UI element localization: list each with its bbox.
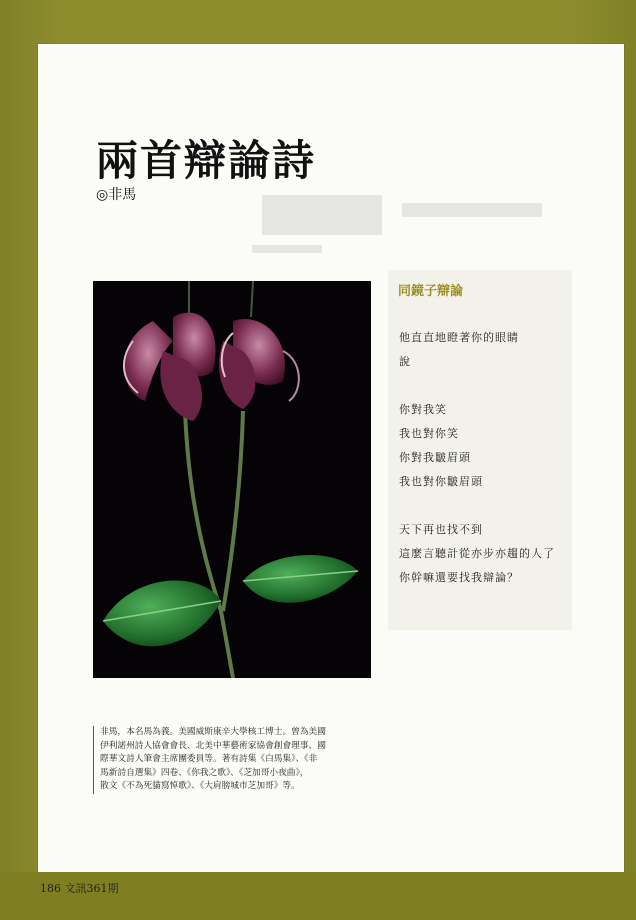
bio-line: 非馬，本名馬為義。美國威斯康辛大學核工博士。曾為美國 bbox=[100, 727, 326, 737]
bio-line: 際華文詩人筆會主席團委員等。著有詩集《白馬集》、《非 bbox=[100, 754, 318, 764]
poem-title: 同鏡子辯論 bbox=[398, 284, 464, 299]
flower-photo bbox=[93, 281, 371, 678]
page-number: 186 文訊361期 bbox=[40, 882, 119, 895]
show-through-ghost-text bbox=[252, 185, 552, 275]
poem-line: 你對我笑 bbox=[399, 403, 447, 416]
poem-line: 說 bbox=[399, 355, 411, 368]
bio-line: 散文《不為死貓寫悼歌》、《大肩膀城市芝加哥》等。 bbox=[100, 781, 300, 791]
poem-line: 這麼言聽計從亦步亦趨的人了 bbox=[399, 547, 555, 560]
bio-line: 伊利諾州詩人協會會長、北美中華藝術家協會創會理事、國 bbox=[100, 740, 326, 751]
poem-line: 他直直地瞪著你的眼睛 bbox=[399, 331, 519, 344]
fuchsia-flower-illustration bbox=[93, 281, 371, 678]
author-bio bbox=[93, 726, 382, 794]
poem-line: 我也對你笑 bbox=[399, 427, 459, 440]
poem-line: 你對我皺眉頭 bbox=[399, 451, 471, 464]
poem-line: 你幹嘛還要找我辯論？ bbox=[399, 571, 519, 584]
author-byline: ◎非馬 bbox=[96, 187, 137, 203]
page-title: 兩首辯論詩 bbox=[96, 136, 317, 185]
poem-line: 我也對你皺眉頭 bbox=[399, 475, 483, 488]
poem-line: 天下再也找不到 bbox=[399, 523, 483, 536]
bio-line: 馬新詩自選集》四卷、《你我之歌》、《芝加哥小夜曲》， bbox=[100, 767, 309, 778]
